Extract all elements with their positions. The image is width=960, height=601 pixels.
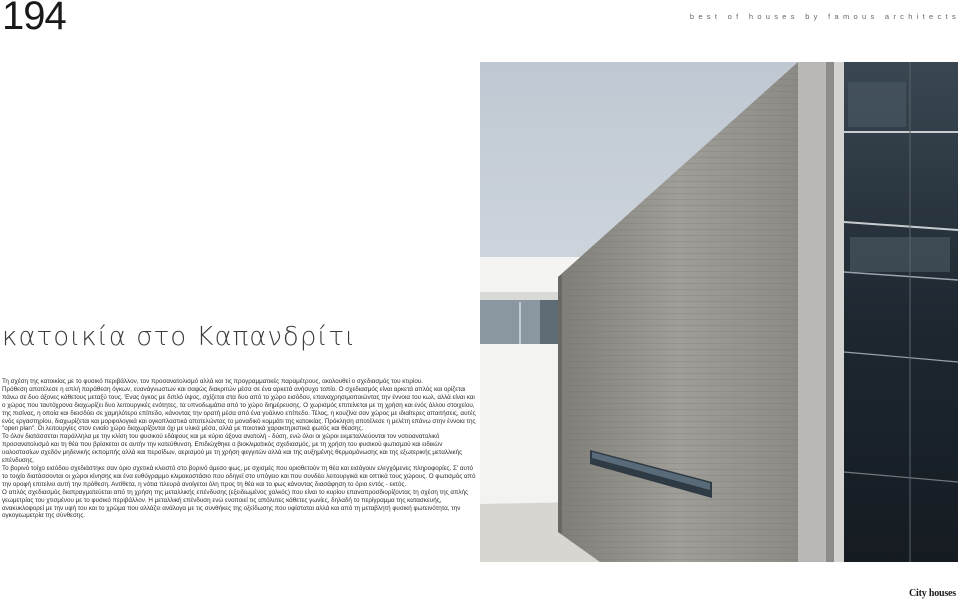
- paragraph: Το βορινό τοίχο εισόδου σχεδιάστηκε σαν όριο σχετικά κλειστό στο βορινό άμεσο φως, με σχισμές που οριοθετούν τη θέα και εισάγουν ελεγχόμενες πληροφορίες. Σ' αυτό το τοιχίο διατάσσονται οι χώροι κίνησης και ένα ευθύγραμμο κλιμακοστάσιο που οδηγεί στο υπόγειο και που συνδέει λειτουργικά και οπτικά τους χώρους. Ο φωτισμός από την οροφή επιτείνει αυτή την πρόθεση. Αντίθετα, η νότια πλευρά ανοίγεται όλη προς τη θέα και το φως κάνοντας διασάφηση το όριο εντός - εκτός.: [2, 464, 476, 488]
- city-houses-logo: City houses: [909, 588, 956, 599]
- architecture-photo: [480, 62, 958, 562]
- page-number: 194: [2, 0, 66, 38]
- paragraph: Πρόθεση αποτέλεσε η απλή παράθεση όγκων, ευανάγνωστων και σαφώς διακριτών μέσα σε ένα αρκετά ανήσυχο τοπίο. Ο σχεδιασμός είναι αρκετά απλός και ορίζεται πάνω σε δυο άξονες κάθετους μεταξύ τους. Ένας όγκος με διπλό ύψος, σχίζεται στα δυο από το χώρο εισόδου, επαναχρησιμοποιώντας την έννοια του κωλ, αλλά είναι και ο χώρος που ταυτόχρονα διαχωρίζει δυο λειτουργικές ενότητες, τα υπνοδωμάτια από το χώρο διημέρευσης. Ο χωρισμός επιτείνεται με τη χρήση και ενός άλλου στοιχείου, της πισίνας, η οποία και διεισδύει σε χαμηλότερο επίπεδο, κάνοντας την ορατή μέσα από ένα γυάλινο επίπεδο. Τέλος, η κουζίνα σαν χώρος με ιδιαίτερες απαιτήσεις, αυτές ενός εργαστηρίου, διαχωρίζεται και μορφολογικά και ογκοπλαστικά αποτελώντας το μοναδικό κομμάτι της κατοικίας. Πρόκληση αποτέλεσε η μελέτη επάνω στην έννοια της "open plan". Οι λειτουργίες στον ενιαίο χώρο διαχωρίζονται όχι με υλικά μέσα, αλλά με ποιοτικά χαρακτηριστικά φωτός και θέασης.: [2, 385, 476, 433]
- paragraph: Ο απλός σχεδιασμός διαπραγματεύεται από τη χρήση της μεταλλικής επένδυσης (εξειδιωμένος χαλκός) που είναι το κυρίου επαναπροσδιορίζοντας τη σχέση της απλής γεωμετρίας του χτισμένου με το φυσικό περιβάλλον. Η μεταλλική επένδυση ενώ ενοποιεί τις απόλυτες κάθετες γωνίες, δηλαδή το περίγραμμα της κατασκευής, ανακυκλοφορεί με την υφή του και το χρώμα που αλλάζει ανάλογα με τις συνθήκες της οξείδωσης που υφίσταται αλλά και από τη μεταβλητή φυσική φωτεινότητα, την ογκογεωμετρία της σύνθεσης.: [2, 488, 469, 520]
- article-body: [2, 378, 476, 520]
- series-title: best of houses by famous architects: [689, 12, 960, 21]
- article-title: κατοικία στο Καπανδρίτι: [2, 322, 357, 352]
- concrete-house-image: [480, 62, 958, 562]
- paragraph: Το όλον διατάσσεται παράλληλα με την κλίση του φυσικού εδάφους και με κύριο άξονα ανατολή - δύση, ενώ όλοι οι χώροι εκμεταλλεύονται τον νοτιοανατολικό προσανατολισμό και τη θέα που βρίσκεται σε αυτήν την κατεύθυνση. Επιδιώχθηκε ο βιοκλιματικός σχεδιασμός, με τη χρήση του φυσικού φωτισμού και ειδικών υαλοστασίων σχεδόν μηδενικής εκπομπής αλλά και περσίδων, αερισμού με τη χρήση φεγγιτών αλλά και της αυξημένης θερμομόνωσης και της εξωτερικής μεταλλικής επένδυσης.: [2, 433, 463, 465]
- paragraph: Τη σχέση της κατοικίας με το φυσικό περιβάλλον, τον προσανατολισμό αλλά και τις προγραμματικές παραμέτρους, ακολουθεί ο σχεδιασμός του κτιρίου.: [2, 378, 424, 385]
